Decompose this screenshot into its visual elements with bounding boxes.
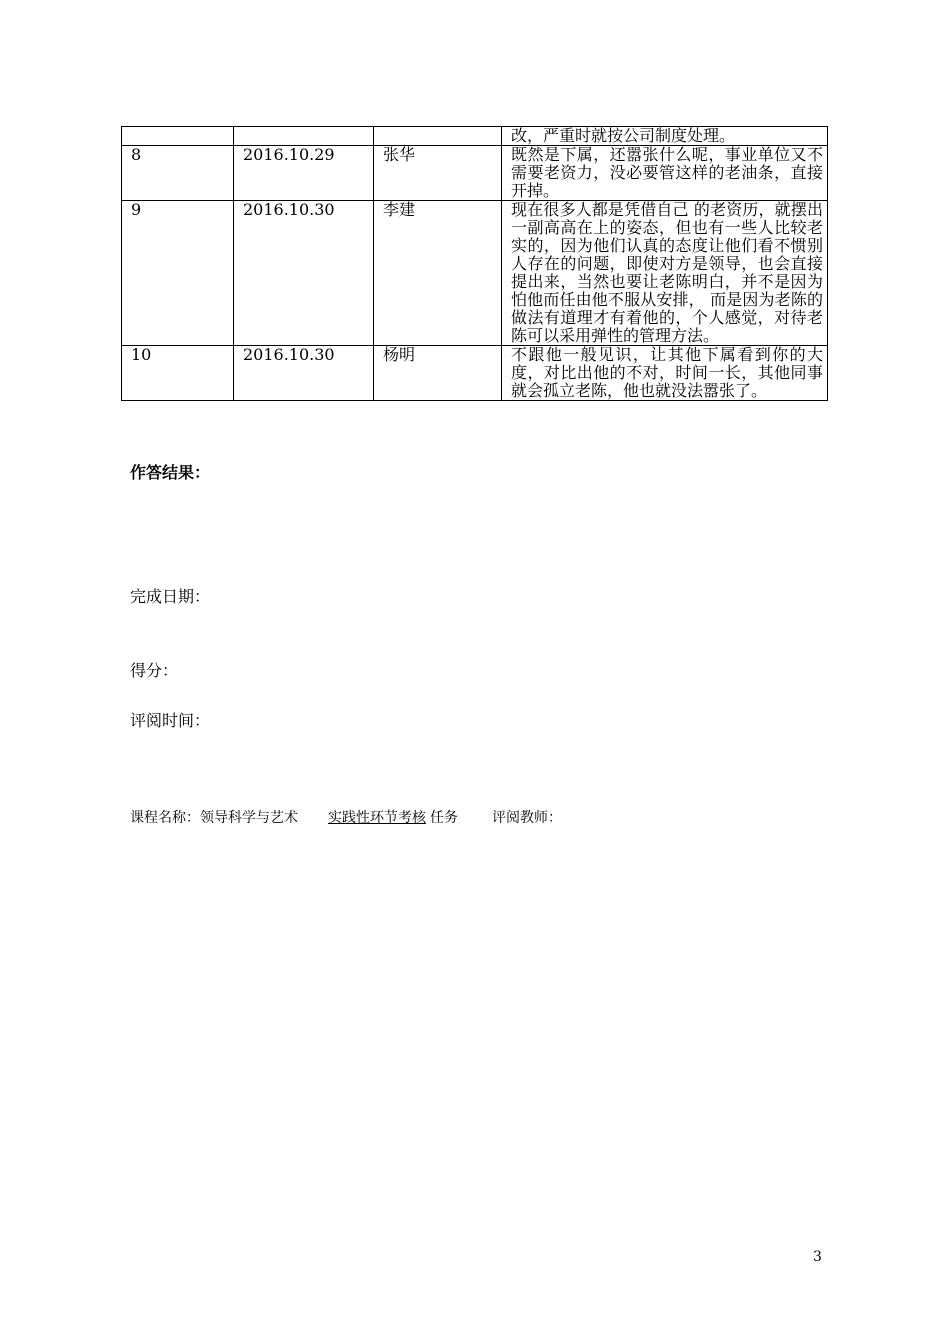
task-type: 实践性环节考核 <box>328 810 426 826</box>
row-text-cell: 既然是下属，还嚣张什么呢，事业单位又不需要老资力，没必要管这样的老油条，直接开掉。 <box>502 146 828 201</box>
row-name-cell <box>374 127 502 146</box>
row-number-cell: 9 <box>122 201 234 346</box>
page-number: 3 <box>813 1249 822 1265</box>
row-text-cell: 不跟他一般见识，让其他下属看到你的大度，对比出他的不对，时间一长，其他同事就会孤立老陈，他也就没法嚣张了。 <box>502 346 828 401</box>
review-time-label: 评阅时间： <box>130 711 211 730</box>
row-date-cell: 2016.10.29 <box>234 146 374 201</box>
row-date-cell: 2016.10.30 <box>234 201 374 346</box>
row-text-cell: 现在很多人都是凭借自己 的老资历，就摆出一副高高在上的姿态，但也有一些人比较老实的，因为他们认真的态度让他们看不惯别人存在的问题，即使对方是领导，也会直接提出来，当然也要让老陈明白，并不是因为怕他而任由他不服从安排， 而是因为老陈的做法有道理才有着他的，个人感觉，对待老陈可以采用弹性的管理方法。 <box>502 201 828 346</box>
table-row <box>122 127 828 146</box>
course-footer <box>130 807 562 827</box>
table-row <box>122 346 828 401</box>
row-text-cell: 改，严重时就按公司制度处理。 <box>502 127 828 146</box>
table-row <box>122 146 828 201</box>
row-date-cell <box>234 127 374 146</box>
table-row <box>122 201 828 346</box>
records-table <box>121 126 828 401</box>
row-date-cell: 2016.10.30 <box>234 346 374 401</box>
review-teacher-label: 评阅教师： <box>492 810 562 826</box>
row-name-cell: 张华 <box>374 146 502 201</box>
task-suffix: 任务 <box>430 810 458 826</box>
row-number-cell: 10 <box>122 346 234 401</box>
completion-date-label: 完成日期： <box>130 587 211 606</box>
row-name-cell: 李建 <box>374 201 502 346</box>
row-number-cell: 8 <box>122 146 234 201</box>
answer-result-heading: 作答结果： <box>130 463 211 482</box>
score-label: 得分： <box>130 661 179 680</box>
row-name-cell: 杨明 <box>374 346 502 401</box>
row-number-cell <box>122 127 234 146</box>
course-name: 课程名称：领导科学与艺术 <box>130 810 298 826</box>
